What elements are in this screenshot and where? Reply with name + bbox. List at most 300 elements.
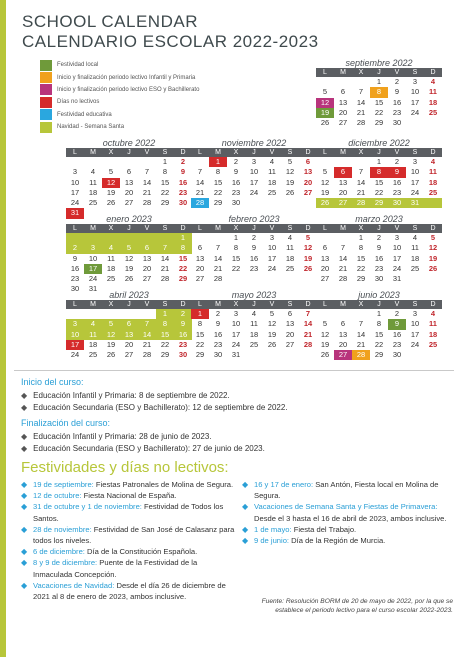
month-title: junio 2023 [358,290,400,300]
day-cell: 12 [320,177,330,187]
final-heading: Finalización del curso: [21,418,111,428]
day-cell: 23 [374,263,384,273]
day-cell: 11 [286,243,294,253]
day-cell: 31 [406,198,424,208]
day-cell: 22 [231,263,241,273]
day-cell: 29 [374,350,384,360]
festividad-date: Vacaciones de Navidad: [33,580,115,590]
day-cell: 15 [178,253,188,263]
day-cell: 6 [305,157,311,166]
month-title: mayo 2023 [231,290,277,300]
weekday-label: X [233,301,239,308]
day-cell: 29 [195,350,205,360]
day-cell: 16 [392,97,402,107]
day-cell: 25 [249,339,259,349]
festividad-date: 19 de septiembre: [33,480,94,489]
day-cell: 24 [88,274,98,284]
day-cell: 12 [267,319,277,329]
day-cell [424,274,442,284]
day-cell: 21 [338,263,348,273]
day-cell: 13 [338,177,348,187]
day-cell: 20 [320,263,330,273]
day-cell: 23 [213,339,223,349]
festividad-item [242,524,454,535]
day-cell: 19 [285,177,295,187]
weekday-header [66,300,192,309]
day-cell [281,350,299,360]
day-cell: 11 [411,243,419,253]
day-cell: 1 [376,157,382,166]
day-cell: 27 [285,339,295,349]
day-cell [227,274,245,284]
festividad-description: Festividad de Todos los Santos. [33,502,224,523]
day-cell: 15 [213,177,223,187]
day-cell: 24 [70,350,80,360]
day-cell: 29 [160,350,170,360]
day-cell: 1 [209,157,227,167]
bullet-icon: ◆ [21,558,28,568]
day-cell: 4 [251,309,257,318]
day-cell: 1 [376,309,382,318]
day-cell: 27 [195,274,205,284]
day-cell: 8 [174,243,192,253]
day-cell: 9 [72,253,78,263]
day-cell: 24 [410,107,420,117]
weekday-label: J [252,149,256,156]
day-cell [316,309,334,319]
day-cell: 10 [410,319,420,329]
week-row [191,340,317,350]
day-cell: 18 [410,253,420,263]
week-row [191,309,317,319]
day-cell: 12 [285,167,295,177]
day-cell: 5 [305,233,311,242]
day-cell [263,350,281,360]
weekday-label: S [412,301,418,308]
month-title: noviembre 2022 [221,138,287,148]
day-cell: 7 [358,319,364,329]
festividad-item [21,557,236,579]
month-calendar [191,290,317,360]
day-cell: 15 [356,253,366,263]
week-row [316,350,442,360]
day-cell: 15 [195,329,205,339]
day-cell: 3 [84,243,102,253]
day-cell: 9 [388,167,406,177]
month-calendar [316,58,442,128]
day-cell: 23 [249,263,259,273]
day-cell: 14 [303,319,313,329]
day-cell: 27 [334,350,352,360]
week-row [316,274,442,284]
day-cell: 25 [88,198,98,208]
festividad-description: San Antón, Fiesta local en Molina de Segura. [254,480,439,501]
day-cell [316,157,334,167]
weekday-label: M [90,301,96,308]
bullet-icon: ◆ [21,547,28,557]
festividad-date: 1 de mayo: [254,524,292,534]
day-cell: 17 [84,264,102,274]
day-cell: 21 [356,107,366,117]
day-cell: 16 [213,329,223,339]
day-cell: 20 [338,187,348,197]
day-cell: 2 [66,243,84,253]
festividad-item [21,490,236,501]
day-cell: 28 [303,339,313,349]
weekday-label: M [340,149,346,156]
day-cell: 14 [356,329,366,339]
day-cell: 22 [374,187,384,197]
week-row [316,188,442,198]
week-row [66,350,192,360]
weekday-label: M [215,225,221,232]
weekday-label: J [252,301,256,308]
day-cell: 14 [356,177,366,187]
day-cell [424,118,442,128]
day-cell: 27 [142,274,152,284]
legend-label: Navidad - Semana Santa [57,124,125,131]
day-cell: 7 [144,167,150,177]
day-cell: 7 [358,167,364,177]
weekday-label: S [162,149,168,156]
day-cell: 16 [174,330,192,340]
week-row [316,157,442,167]
day-cell: 23 [178,339,188,349]
day-cell: 5 [430,233,436,242]
day-cell: 30 [178,350,188,360]
week-row [191,178,317,188]
weekday-label: D [305,301,311,308]
day-cell: 9 [215,319,221,329]
week-row [66,254,192,264]
weekday-label: V [394,149,400,156]
day-cell [281,198,299,208]
day-cell: 18 [428,177,438,187]
festividad-item [21,524,236,546]
weekday-label: S [412,149,418,156]
day-cell: 18 [88,187,98,197]
day-cell: 11 [429,319,437,329]
day-cell: 24 [267,263,277,273]
day-cell: 9 [376,243,382,253]
week-row [66,340,192,350]
festividad-description: Día de la Región de Murcia. [289,536,386,546]
day-cell [102,233,120,243]
day-cell: 28 [142,350,152,360]
title-english: SCHOOL CALENDAR [22,12,198,31]
weekday-header [66,224,192,233]
day-cell: 4 [102,243,120,253]
day-cell: 26 [106,350,116,360]
day-cell: 26 [320,350,330,360]
day-cell: 13 [338,97,348,107]
month-title: marzo 2023 [355,214,403,224]
day-cell: 14 [160,253,170,263]
week-row [191,330,317,340]
week-row [316,254,442,264]
month-calendar [191,214,317,284]
day-cell: 15 [160,177,170,187]
day-cell: 17 [66,340,84,350]
source-note: Fuente: Resolución BORM de 20 de mayo de 2022, por la que se establece el periodo lectivo para el curso escolar 2022-2023. [261,598,453,614]
weekday-header [316,224,442,233]
day-cell: 11 [107,253,115,263]
bullet-icon: ◆ [21,491,28,501]
day-cell: 12 [124,253,134,263]
day-cell: 24 [249,187,259,197]
weekday-label: J [252,225,256,232]
festividad-item [21,580,236,602]
day-cell: 29 [356,274,366,284]
day-cell: 4 [287,233,293,242]
week-row [316,340,442,350]
day-cell [84,233,102,243]
day-cell: 10 [267,243,277,253]
day-cell: 7 [138,319,156,329]
day-cell: 10 [66,330,84,340]
day-cell: 6 [197,243,203,253]
day-cell: 19 [320,187,330,197]
festividad-date: 9 de junio: [254,536,290,546]
day-cell: 23 [178,187,188,197]
day-cell: 30 [388,198,406,208]
day-cell: 20 [142,263,152,273]
day-cell: 22 [213,187,223,197]
day-cell: 28 [338,274,348,284]
weekday-label: S [412,69,418,76]
day-cell: 24 [410,187,420,197]
day-cell: 2 [215,309,221,318]
day-cell: 1 [233,233,239,242]
week-row [66,198,192,208]
day-cell: 17 [249,177,259,187]
day-cell: 28 [213,274,223,284]
week-row [66,330,192,340]
weekday-label: L [198,225,202,232]
day-cell: 9 [251,243,257,253]
weekday-label: V [269,225,275,232]
legend [40,59,290,133]
day-cell: 27 [124,350,134,360]
day-cell: 21 [142,187,152,197]
day-cell: 3 [233,309,239,318]
day-cell: 9 [388,319,406,329]
day-cell: 8 [215,167,221,177]
weekday-label: J [377,149,381,156]
day-cell [138,157,156,167]
day-cell: 14 [356,97,366,107]
day-cell: 8 [358,243,364,253]
day-cell: 5 [322,319,328,329]
weekday-label: D [430,149,436,156]
festividad-description: Desde el 3 hasta el 16 de abril de 2023, ambos inclusive. [254,513,447,523]
day-cell: 6 [120,319,138,329]
day-cell [263,274,281,284]
day-cell: 5 [269,309,275,318]
day-cell: 17 [70,187,80,197]
month-title: diciembre 2022 [348,138,410,148]
day-cell: 3 [412,77,418,86]
weekday-label: L [73,301,77,308]
festividad-date: Vacaciones de Semana Santa y Fiestas de Primavera: [254,502,438,512]
day-cell [245,350,263,360]
weekday-label: D [180,301,186,308]
day-cell [102,157,120,167]
day-cell [84,157,102,167]
day-cell: 10 [392,243,402,253]
page [14,0,466,657]
bullet-icon: ◆ [242,480,249,489]
day-cell: 14 [338,253,348,263]
day-cell: 19 [316,108,334,118]
weekday-header [191,224,317,233]
week-row [191,167,317,177]
day-cell: 10 [410,167,420,177]
day-cell [299,350,317,360]
day-cell: 19 [303,253,313,263]
week-row [66,309,192,319]
weekday-label: S [287,301,293,308]
day-cell: 18 [267,177,277,187]
week-row [66,264,192,274]
final-item-1: ◆ Educación Infantil y Primaria: 28 de junio de 2023. [21,432,212,441]
legend-label: Días no lectivos [57,99,100,106]
day-cell: 5 [102,319,120,329]
weekday-label: J [377,225,381,232]
week-row [316,178,442,188]
weekday-label: D [180,149,186,156]
day-cell: 13 [285,319,295,329]
month-title: febrero 2023 [228,214,280,224]
day-cell: 16 [392,177,402,187]
day-cell: 8 [162,167,168,177]
day-cell: 2 [394,77,400,86]
day-cell: 15 [156,330,174,340]
weekday-label: S [287,225,293,232]
day-cell: 31 [231,350,241,360]
day-cell [156,233,174,243]
day-cell: 28 [160,274,170,284]
day-cell: 8 [370,167,388,177]
weekday-label: D [305,225,311,232]
day-cell: 26 [124,274,134,284]
day-cell: 22 [356,263,366,273]
weekday-label: S [412,225,418,232]
day-cell: 25 [267,187,277,197]
day-cell: 14 [213,253,223,263]
legend-swatch [40,72,52,83]
day-cell: 31 [392,274,402,284]
day-cell: 10 [88,253,98,263]
week-row [316,198,442,208]
day-cell [316,233,334,243]
day-cell: 22 [374,339,384,349]
day-cell: 21 [303,329,313,339]
day-cell: 22 [195,339,205,349]
day-cell [66,233,84,243]
day-cell: 18 [428,97,438,107]
month-title: octubre 2022 [102,138,156,148]
day-cell: 17 [410,97,420,107]
day-cell: 13 [142,253,152,263]
day-cell: 8 [156,319,174,329]
week-row [66,157,192,167]
day-cell: 30 [213,350,223,360]
day-cell: 18 [106,263,116,273]
day-cell: 6 [138,243,156,253]
weekday-label: V [394,225,400,232]
day-cell: 28 [352,350,370,360]
day-cell: 14 [138,330,156,340]
day-cell [406,350,424,360]
legend-label: Festividad local [57,62,99,69]
festividad-item [21,479,236,490]
day-cell: 15 [374,97,384,107]
bullet-icon: ◆ [21,524,28,534]
day-cell: 4 [430,77,436,86]
festividad-description: Fiesta del Trabajo. [291,524,357,534]
day-cell: 25 [428,339,438,349]
day-cell: 30 [392,350,402,360]
day-cell: 21 [142,339,152,349]
title-spanish: CALENDARIO ESCOLAR 2022-2023 [22,32,319,51]
day-cell: 7 [340,243,346,253]
festividades-heading: Festividades y días no lectivos: [21,459,229,476]
day-cell: 11 [250,319,258,329]
day-cell: 22 [374,107,384,117]
day-cell: 26 [106,198,116,208]
day-cell: 4 [84,319,102,329]
day-cell: 11 [429,87,437,97]
day-cell: 2 [376,233,382,242]
month-calendar [66,290,192,360]
festividad-date: 6 de diciembre: [33,547,85,557]
day-cell [334,233,352,243]
day-cell: 15 [374,177,384,187]
day-cell: 10 [231,319,241,329]
day-cell: 13 [120,330,138,340]
day-cell: 6 [340,319,346,329]
day-cell: 18 [428,329,438,339]
day-cell: 20 [303,177,313,187]
weekday-label: S [162,225,168,232]
day-cell: 11 [429,167,437,177]
week-row [316,108,442,118]
day-cell: 15 [374,329,384,339]
day-cell: 7 [305,309,311,318]
week-row [191,319,317,329]
week-row [316,98,442,108]
day-cell [406,118,424,128]
festividad-date: 31 de octubre y 1 de noviembre: [33,502,142,512]
day-cell: 16 [231,177,241,187]
day-cell: 26 [285,187,295,197]
legend-item [40,84,290,96]
day-cell: 2 [180,157,186,166]
day-cell: 9 [233,167,239,177]
weekday-label: L [73,149,77,156]
day-cell: 9 [394,87,400,97]
weekday-label: L [323,69,327,76]
week-row [191,350,317,360]
day-cell: 25 [428,187,438,197]
day-cell: 25 [410,263,420,273]
day-cell [191,233,209,243]
day-cell [66,309,84,319]
week-row [316,118,442,128]
weekday-label: S [162,301,168,308]
day-cell: 26 [428,263,438,273]
